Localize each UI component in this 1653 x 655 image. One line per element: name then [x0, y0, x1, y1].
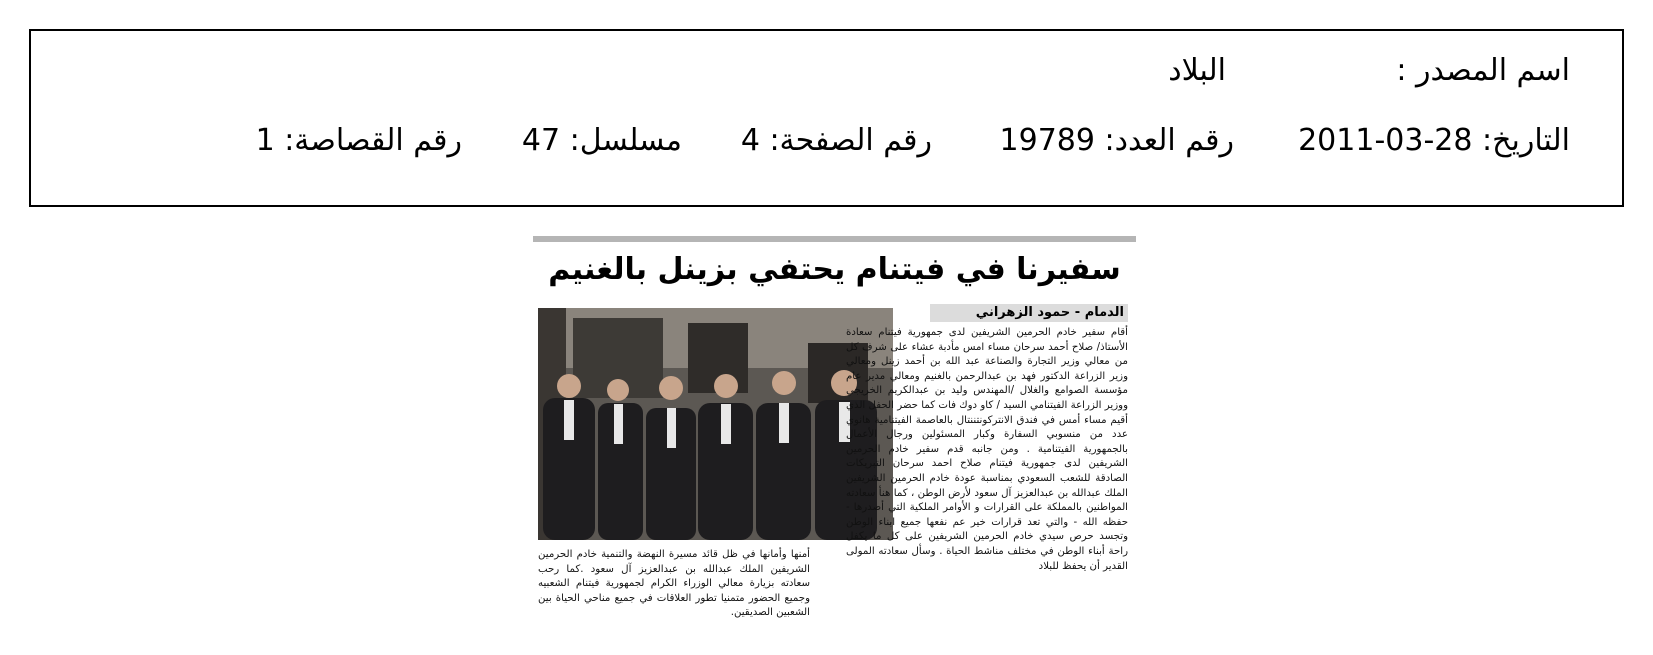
source-value: البلاد	[1168, 53, 1226, 88]
clip-number-field: رقم القصاصة: 1	[255, 123, 462, 158]
article-photo	[538, 308, 893, 540]
article-headline: سفيرنا في فيتنام يحتفي بزينل بالغنيم	[548, 252, 1121, 287]
page-number-field: رقم الصفحة: 4	[740, 123, 932, 158]
clipping-top-rule	[533, 236, 1136, 242]
date-field: التاريخ: 28-03-2011	[1298, 123, 1570, 158]
article-body-left-column: أمنها وأمانها في ظل قائد مسيرة النهضة والتنمية خادم الحرمين الشريفين الملك عبدالله بن عبدالعزيز آل سعود .كما رحب سعادته بزيارة معالي الوزراء الكرام لجمهورية فيتنام الشعبيه وجميع الحضور متمنيا تطور العلاقات في جميع مناحي الحياة بين الشعبين الصديقين.	[538, 549, 810, 619]
source-info-box	[29, 29, 1624, 207]
issue-number-field: رقم العدد: 19789	[999, 123, 1234, 158]
newspaper-clipping	[533, 236, 1136, 631]
article-byline: الدمام - حمود الزهراني	[930, 304, 1128, 322]
serial-field: مسلسل: 47	[521, 123, 682, 158]
article-body-right-column: أقام سفير خادم الحرمين الشريفين لدى جمهورية فيتنام سعادة الأستاذ/ صلاح أحمد سرحان مساء امس مأدبة عشاء على شرف كل من معالي وزير التجارة والصناعة عبد الله بن أحمد زينل ومعالي وزير الزراعة الدكتور فهد بن عبدالرحمن بالغنيم ومعالي مدير عام مؤسسة الصوامع والغلال /المهندس وليد بن عبدالكريم الخريجي ووزير الزراعة الفيتنامي السيد / كاو دوك فات كما حضر الحفل الذي أقيم مساء أمس في فندق الانتركونتننتال بالعاصمة الفيتنامية هانوي عدد من منسوبي السفارة وكبار المسئولين ورجال الأعمال بالجمهورية الفيتنامية . ومن جانبه قدم سفير خادم الحرمين الشريفين لدى جمهورية فيتنام صلاح احمد سرحان التبريكات الصادقة للشعب السعودي بمناسبة عودة خادم الحرمين الشريفين الملك عبدالله بن عبدالعزيز آل سعود لأرض الوطن ، كما هنأ سعادته المواطنين بالمملكة على القرارات و الأوامر الملكية التي أصدرها - حفظه الله - والتي تعد قرارات خير عم نفعها جميع ابناء الوطن وتجسد حرص سيدي خادم الحرمين الشريفين على كل ما يكفل راحة أبناء الوطن في مختلف مناشط الحياة . وسأل سعادته المولى القدير أن يحفظ للبلاد	[846, 327, 1128, 572]
source-label: اسم المصدر :	[1396, 53, 1570, 88]
group-photo-image	[538, 308, 893, 540]
